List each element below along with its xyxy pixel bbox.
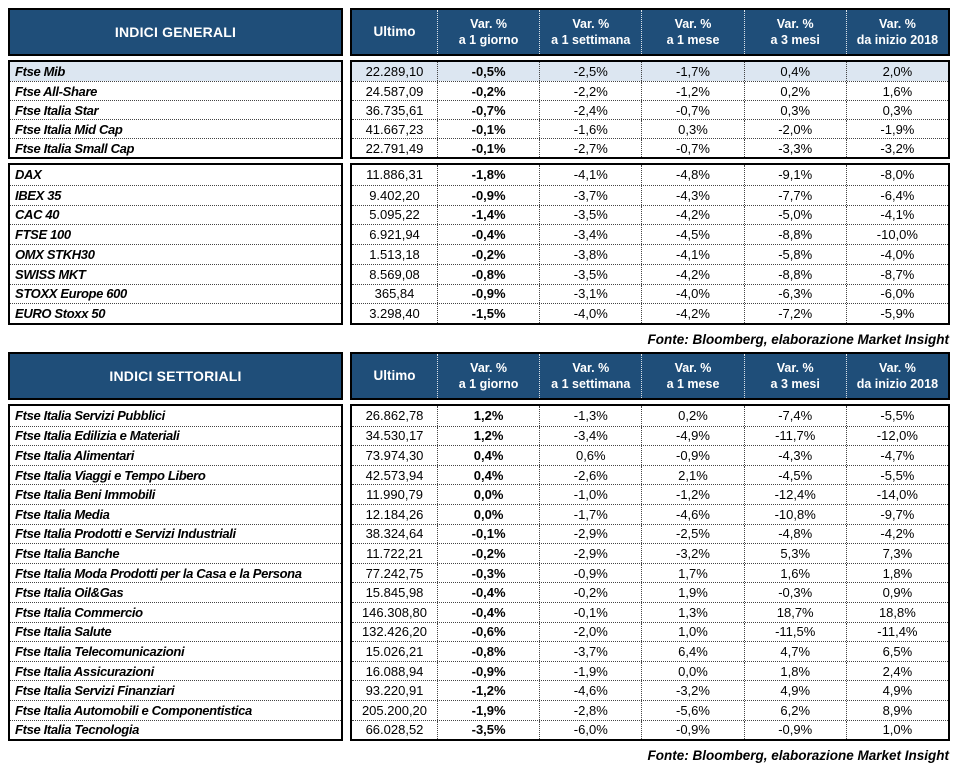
var-1-settimana-value: -3,7% xyxy=(539,642,641,661)
var-3-mesi-value: 5,3% xyxy=(744,544,846,563)
var-1-mese-value: -3,2% xyxy=(641,681,743,700)
index-name: Ftse Italia Automobili e Componentistica xyxy=(10,700,341,720)
var-3-mesi-value: -7,4% xyxy=(744,406,846,426)
table-row xyxy=(352,524,948,544)
var-label: Var. % xyxy=(674,361,712,375)
table-row xyxy=(352,426,948,446)
var-1-settimana-value: -6,0% xyxy=(539,721,641,740)
var-3-mesi-value: -5,8% xyxy=(744,245,846,264)
var-inizio-2018-value: -8,0% xyxy=(846,165,948,185)
var-1-settimana-value: -2,7% xyxy=(539,139,641,157)
ultimo-value: 41.667,23 xyxy=(365,121,424,137)
ultimo-value: 38.324,64 xyxy=(365,526,424,542)
var-1-giorno-value: -0,2% xyxy=(437,245,539,264)
var-1-settimana-value: -3,4% xyxy=(539,427,641,446)
table-title: INDICI GENERALI xyxy=(8,8,343,56)
index-name: FTSE 100 xyxy=(10,224,341,244)
ultimo-value: 12.184,26 xyxy=(365,506,424,522)
column-header-var-1-giorno xyxy=(437,10,539,54)
var-3-mesi-value: 0,3% xyxy=(744,101,846,119)
var-inizio-2018-value: 1,0% xyxy=(846,721,948,740)
ultimo-value: 73.974,30 xyxy=(365,447,424,463)
table-row xyxy=(352,303,948,323)
var-1-giorno-value: -0,4% xyxy=(437,603,539,622)
var-inizio-2018-value: 1,6% xyxy=(846,82,948,100)
var-1-giorno-value: -1,8% xyxy=(437,165,539,185)
var-1-mese-value: -4,8% xyxy=(641,165,743,185)
italian-indices-group xyxy=(8,60,950,159)
ultimo-value: 93.220,91 xyxy=(365,683,424,699)
var-1-giorno-value: -0,8% xyxy=(437,265,539,284)
var-inizio-2018-value: -4,1% xyxy=(846,206,948,225)
ultimo-value: 42.573,94 xyxy=(365,467,424,483)
var-label: Var. % xyxy=(878,17,916,31)
var-inizio-2018-value: -6,0% xyxy=(846,285,948,304)
var-1-mese-value: 0,2% xyxy=(641,406,743,426)
var-1-settimana-value: -1,0% xyxy=(539,485,641,504)
var-1-settimana-value: -1,9% xyxy=(539,662,641,681)
ultimo-value: 34.530,17 xyxy=(365,428,424,444)
var-inizio-2018-value: -4,0% xyxy=(846,245,948,264)
var-3-mesi-value: -4,5% xyxy=(744,466,846,485)
table-row xyxy=(352,680,948,700)
var-1-giorno-value: 0,0% xyxy=(437,505,539,524)
period-label: a 1 settimana xyxy=(551,33,631,47)
table-row xyxy=(352,720,948,740)
var-inizio-2018-value: -3,2% xyxy=(846,139,948,157)
var-3-mesi-value: 6,2% xyxy=(744,701,846,720)
table-row xyxy=(352,602,948,622)
index-name: IBEX 35 xyxy=(10,185,341,205)
var-inizio-2018-value: 0,9% xyxy=(846,583,948,602)
var-3-mesi-value: -6,3% xyxy=(744,285,846,304)
column-header-ultimo xyxy=(352,354,437,398)
var-1-mese-value: 1,9% xyxy=(641,583,743,602)
var-1-giorno-value: -0,2% xyxy=(437,544,539,563)
var-1-settimana-value: -1,6% xyxy=(539,120,641,138)
index-name: Ftse Italia Moda Prodotti per la Casa e la Persona xyxy=(10,563,341,583)
table-row xyxy=(352,62,948,81)
var-1-settimana-value: -2,6% xyxy=(539,466,641,485)
var-label: Var. % xyxy=(470,17,508,31)
var-3-mesi-value: -11,7% xyxy=(744,427,846,446)
var-1-giorno-value: -1,9% xyxy=(437,701,539,720)
var-inizio-2018-value: 7,3% xyxy=(846,544,948,563)
var-inizio-2018-value: -11,4% xyxy=(846,623,948,642)
index-name: Ftse Italia Small Cap xyxy=(10,138,341,157)
table-row xyxy=(352,563,948,583)
var-label: Var. % xyxy=(572,361,610,375)
var-1-settimana-value: -2,4% xyxy=(539,101,641,119)
var-inizio-2018-value: 18,8% xyxy=(846,603,948,622)
period-label: a 1 mese xyxy=(666,377,720,391)
table-row xyxy=(352,445,948,465)
var-1-settimana-value: -3,7% xyxy=(539,186,641,205)
table-row xyxy=(352,138,948,157)
var-3-mesi-value: -2,0% xyxy=(744,120,846,138)
var-3-mesi-value: -8,8% xyxy=(744,265,846,284)
var-3-mesi-value: 4,7% xyxy=(744,642,846,661)
ultimo-value: 15.845,98 xyxy=(365,585,424,601)
var-1-settimana-value: -0,2% xyxy=(539,583,641,602)
ultimo-value: 15.026,21 xyxy=(365,643,424,659)
period-label: a 1 giorno xyxy=(458,33,519,47)
ultimo-value: 3.298,40 xyxy=(369,306,420,322)
var-1-giorno-value: -0,9% xyxy=(437,186,539,205)
var-3-mesi-value: 18,7% xyxy=(744,603,846,622)
var-1-mese-value: -4,2% xyxy=(641,206,743,225)
var-inizio-2018-value: -1,9% xyxy=(846,120,948,138)
table-row xyxy=(352,205,948,225)
var-3-mesi-value: -12,4% xyxy=(744,485,846,504)
ultimo-value: 365,84 xyxy=(374,286,415,302)
var-1-giorno-value: 1,2% xyxy=(437,406,539,426)
var-3-mesi-value: -4,8% xyxy=(744,525,846,544)
var-1-mese-value: -0,9% xyxy=(641,446,743,465)
sector-indices-group xyxy=(8,404,950,741)
var-3-mesi-value: -8,8% xyxy=(744,225,846,244)
var-1-mese-value: 2,1% xyxy=(641,466,743,485)
period-label: a 3 mesi xyxy=(770,377,820,391)
ultimo-value: 6.921,94 xyxy=(369,227,420,243)
var-3-mesi-value: -9,1% xyxy=(744,165,846,185)
ultimo-value: 205.200,20 xyxy=(361,702,428,718)
var-1-mese-value: -1,7% xyxy=(641,62,743,81)
var-1-giorno-value: 0,0% xyxy=(437,485,539,504)
index-name: Ftse All-Share xyxy=(10,81,341,100)
var-label: Var. % xyxy=(878,361,916,375)
var-1-giorno-value: -0,1% xyxy=(437,120,539,138)
var-3-mesi-value: -7,2% xyxy=(744,304,846,323)
var-1-giorno-value: 1,2% xyxy=(437,427,539,446)
indici-generali-table xyxy=(8,8,950,352)
index-name: Ftse Italia Media xyxy=(10,504,341,524)
index-name: Ftse Italia Banche xyxy=(10,543,341,563)
var-1-giorno-value: -0,7% xyxy=(437,101,539,119)
var-inizio-2018-value: -12,0% xyxy=(846,427,948,446)
var-1-mese-value: -4,3% xyxy=(641,186,743,205)
column-header-var-3-mesi xyxy=(744,10,846,54)
var-3-mesi-value: -7,7% xyxy=(744,186,846,205)
var-1-settimana-value: -1,7% xyxy=(539,505,641,524)
var-1-giorno-value: -0,2% xyxy=(437,82,539,100)
index-name: Ftse Italia Star xyxy=(10,100,341,119)
ultimo-value: 36.735,61 xyxy=(365,102,424,118)
var-3-mesi-value: -11,5% xyxy=(744,623,846,642)
table-row xyxy=(352,661,948,681)
ultimo-value: 22.791,49 xyxy=(365,140,424,156)
var-inizio-2018-value: -14,0% xyxy=(846,485,948,504)
column-header-var-inizio-2018 xyxy=(846,10,948,54)
var-1-settimana-value: -2,8% xyxy=(539,701,641,720)
index-name: CAC 40 xyxy=(10,205,341,225)
index-name: Ftse Italia Telecomunicazioni xyxy=(10,641,341,661)
period-label: da inizio 2018 xyxy=(856,377,939,391)
table-row xyxy=(352,119,948,138)
var-1-mese-value: -4,0% xyxy=(641,285,743,304)
var-label: Var. % xyxy=(572,17,610,31)
table-row xyxy=(352,543,948,563)
var-1-giorno-value: -0,9% xyxy=(437,662,539,681)
index-name: Ftse Italia Viaggi e Tempo Libero xyxy=(10,465,341,485)
var-1-settimana-value: 0,6% xyxy=(539,446,641,465)
var-1-mese-value: -4,6% xyxy=(641,505,743,524)
var-1-mese-value: -0,7% xyxy=(641,139,743,157)
table-row xyxy=(352,224,948,244)
index-name: Ftse Mib xyxy=(10,62,341,81)
column-headers xyxy=(350,8,950,56)
var-1-settimana-value: -3,1% xyxy=(539,285,641,304)
var-1-giorno-value: -0,5% xyxy=(437,62,539,81)
var-inizio-2018-value: -4,7% xyxy=(846,446,948,465)
var-1-giorno-value: -0,1% xyxy=(437,525,539,544)
var-1-mese-value: -4,9% xyxy=(641,427,743,446)
var-1-mese-value: -4,5% xyxy=(641,225,743,244)
var-1-mese-value: 0,0% xyxy=(641,662,743,681)
var-1-mese-value: -3,2% xyxy=(641,544,743,563)
var-1-giorno-value: -0,1% xyxy=(437,139,539,157)
var-1-giorno-value: -0,3% xyxy=(437,564,539,583)
var-1-mese-value: -1,2% xyxy=(641,82,743,100)
var-1-settimana-value: -2,0% xyxy=(539,623,641,642)
index-name: Ftse Italia Assicurazioni xyxy=(10,661,341,681)
ultimo-value: 16.088,94 xyxy=(365,663,424,679)
var-1-mese-value: -4,1% xyxy=(641,245,743,264)
index-name: Ftse Italia Edilizia e Materiali xyxy=(10,426,341,446)
ultimo-value: 22.289,10 xyxy=(365,64,424,79)
var-3-mesi-value: 0,4% xyxy=(744,62,846,81)
var-inizio-2018-value: -5,5% xyxy=(846,406,948,426)
index-name: Ftse Italia Tecnologia xyxy=(10,720,341,740)
column-header-var-1-mese xyxy=(641,354,743,398)
source-note: Fonte: Bloomberg, elaborazione Market Insight xyxy=(647,748,949,763)
ultimo-value: 5.095,22 xyxy=(369,207,420,223)
var-inizio-2018-value: 1,8% xyxy=(846,564,948,583)
var-inizio-2018-value: 8,9% xyxy=(846,701,948,720)
var-1-giorno-value: -0,9% xyxy=(437,285,539,304)
index-name: Ftse Italia Mid Cap xyxy=(10,119,341,138)
var-1-settimana-value: -3,4% xyxy=(539,225,641,244)
table-row xyxy=(352,700,948,720)
ultimo-value: 11.886,31 xyxy=(366,167,423,183)
table-row xyxy=(352,641,948,661)
var-1-mese-value: 1,0% xyxy=(641,623,743,642)
index-name: Ftse Italia Oil&Gas xyxy=(10,582,341,602)
var-1-settimana-value: -3,5% xyxy=(539,265,641,284)
var-1-settimana-value: -4,6% xyxy=(539,681,641,700)
var-3-mesi-value: 1,6% xyxy=(744,564,846,583)
ultimo-value: 9.402,20 xyxy=(369,187,420,203)
var-inizio-2018-value: 2,4% xyxy=(846,662,948,681)
index-name: Ftse Italia Salute xyxy=(10,622,341,642)
var-1-mese-value: -4,2% xyxy=(641,265,743,284)
var-3-mesi-value: 1,8% xyxy=(744,662,846,681)
source-note: Fonte: Bloomberg, elaborazione Market Insight xyxy=(647,332,949,347)
ultimo-value: 146.308,80 xyxy=(361,604,428,620)
column-headers xyxy=(350,352,950,400)
table-row xyxy=(352,622,948,642)
var-1-settimana-value: -0,9% xyxy=(539,564,641,583)
period-label: a 1 mese xyxy=(666,33,720,47)
var-inizio-2018-value: 2,0% xyxy=(846,62,948,81)
column-header-ultimo xyxy=(352,10,437,54)
var-3-mesi-value: 4,9% xyxy=(744,681,846,700)
ultimo-value: 24.587,09 xyxy=(365,83,424,99)
ultimo-value: 66.028,52 xyxy=(365,722,424,738)
ultimo-value: 11.722,21 xyxy=(366,545,423,561)
var-1-mese-value: -1,2% xyxy=(641,485,743,504)
var-1-mese-value: -0,9% xyxy=(641,721,743,740)
table-row xyxy=(352,244,948,264)
var-1-giorno-value: -0,6% xyxy=(437,623,539,642)
var-inizio-2018-value: -4,2% xyxy=(846,525,948,544)
index-name: EURO Stoxx 50 xyxy=(10,303,341,323)
var-1-mese-value: 1,3% xyxy=(641,603,743,622)
var-1-settimana-value: -2,9% xyxy=(539,525,641,544)
indici-settoriali-header xyxy=(8,352,950,400)
column-header-label: Ultimo xyxy=(373,24,416,39)
column-header-var-1-settimana xyxy=(539,10,641,54)
index-name: SWISS MKT xyxy=(10,264,341,284)
index-name: Ftse Italia Servizi Finanziari xyxy=(10,680,341,700)
var-1-settimana-value: -4,0% xyxy=(539,304,641,323)
column-header-var-3-mesi xyxy=(744,354,846,398)
var-1-mese-value: -0,7% xyxy=(641,101,743,119)
international-indices-group xyxy=(8,163,950,325)
column-header-var-1-giorno xyxy=(437,354,539,398)
var-label: Var. % xyxy=(776,17,814,31)
var-3-mesi-value: -5,0% xyxy=(744,206,846,225)
column-header-label: Ultimo xyxy=(373,368,416,383)
table-row xyxy=(352,81,948,100)
column-header-var-inizio-2018 xyxy=(846,354,948,398)
table-row xyxy=(352,100,948,119)
var-1-settimana-value: -2,9% xyxy=(539,544,641,563)
var-inizio-2018-value: 4,9% xyxy=(846,681,948,700)
ultimo-value: 11.990,79 xyxy=(366,487,423,503)
var-3-mesi-value: -4,3% xyxy=(744,446,846,465)
index-name: Ftse Italia Prodotti e Servizi Industriali xyxy=(10,524,341,544)
var-label: Var. % xyxy=(470,361,508,375)
var-3-mesi-value: -0,3% xyxy=(744,583,846,602)
var-3-mesi-value: -0,9% xyxy=(744,721,846,740)
ultimo-value: 132.426,20 xyxy=(361,624,428,640)
var-1-settimana-value: -2,2% xyxy=(539,82,641,100)
var-1-giorno-value: -0,4% xyxy=(437,225,539,244)
var-1-giorno-value: 0,4% xyxy=(437,446,539,465)
table-row xyxy=(352,484,948,504)
index-name: OMX STKH30 xyxy=(10,244,341,264)
table-row xyxy=(352,264,948,284)
var-inizio-2018-value: 6,5% xyxy=(846,642,948,661)
var-1-mese-value: -2,5% xyxy=(641,525,743,544)
var-1-giorno-value: 0,4% xyxy=(437,466,539,485)
index-name: STOXX Europe 600 xyxy=(10,284,341,304)
table-row xyxy=(352,185,948,205)
var-1-giorno-value: -0,4% xyxy=(437,583,539,602)
var-1-settimana-value: -3,5% xyxy=(539,206,641,225)
var-1-mese-value: 6,4% xyxy=(641,642,743,661)
var-1-settimana-value: -3,8% xyxy=(539,245,641,264)
var-3-mesi-value: -10,8% xyxy=(744,505,846,524)
table-row xyxy=(352,465,948,485)
var-inizio-2018-value: -5,5% xyxy=(846,466,948,485)
var-1-settimana-value: -0,1% xyxy=(539,603,641,622)
var-label: Var. % xyxy=(674,17,712,31)
var-1-mese-value: 0,3% xyxy=(641,120,743,138)
column-header-var-1-settimana xyxy=(539,354,641,398)
ultimo-value: 26.862,78 xyxy=(365,408,424,424)
ultimo-value: 8.569,08 xyxy=(369,266,420,282)
table-title: INDICI SETTORIALI xyxy=(8,352,343,400)
ultimo-value: 1.513,18 xyxy=(369,246,420,262)
indici-settoriali-table xyxy=(8,352,950,763)
indici-generali-header xyxy=(8,8,950,56)
var-1-mese-value: 1,7% xyxy=(641,564,743,583)
column-header-var-1-mese xyxy=(641,10,743,54)
ultimo-value: 77.242,75 xyxy=(365,565,424,581)
var-1-mese-value: -5,6% xyxy=(641,701,743,720)
var-1-giorno-value: -1,4% xyxy=(437,206,539,225)
var-1-settimana-value: -2,5% xyxy=(539,62,641,81)
table-row xyxy=(352,165,948,185)
period-label: da inizio 2018 xyxy=(856,33,939,47)
index-name: Ftse Italia Alimentari xyxy=(10,445,341,465)
var-1-settimana-value: -1,3% xyxy=(539,406,641,426)
var-label: Var. % xyxy=(776,361,814,375)
var-inizio-2018-value: -9,7% xyxy=(846,505,948,524)
var-1-giorno-value: -1,2% xyxy=(437,681,539,700)
var-inizio-2018-value: -6,4% xyxy=(846,186,948,205)
period-label: a 3 mesi xyxy=(770,33,820,47)
index-name: Ftse Italia Servizi Pubblici xyxy=(15,408,165,424)
var-inizio-2018-value: -5,9% xyxy=(846,304,948,323)
var-1-giorno-value: -0,8% xyxy=(437,642,539,661)
table-row xyxy=(352,582,948,602)
index-name: DAX xyxy=(15,167,42,183)
var-inizio-2018-value: -8,7% xyxy=(846,265,948,284)
table-row xyxy=(352,406,948,426)
table-row xyxy=(352,504,948,524)
period-label: a 1 settimana xyxy=(551,377,631,391)
table-row xyxy=(352,284,948,304)
var-3-mesi-value: 0,2% xyxy=(744,82,846,100)
var-inizio-2018-value: -10,0% xyxy=(846,225,948,244)
index-name: Ftse Italia Commercio xyxy=(10,602,341,622)
period-label: a 1 giorno xyxy=(458,377,519,391)
var-3-mesi-value: -3,3% xyxy=(744,139,846,157)
var-1-settimana-value: -4,1% xyxy=(539,165,641,185)
index-name: Ftse Italia Beni Immobili xyxy=(10,484,341,504)
var-1-giorno-value: -1,5% xyxy=(437,304,539,323)
var-inizio-2018-value: 0,3% xyxy=(846,101,948,119)
var-1-mese-value: -4,2% xyxy=(641,304,743,323)
var-1-giorno-value: -3,5% xyxy=(437,721,539,740)
